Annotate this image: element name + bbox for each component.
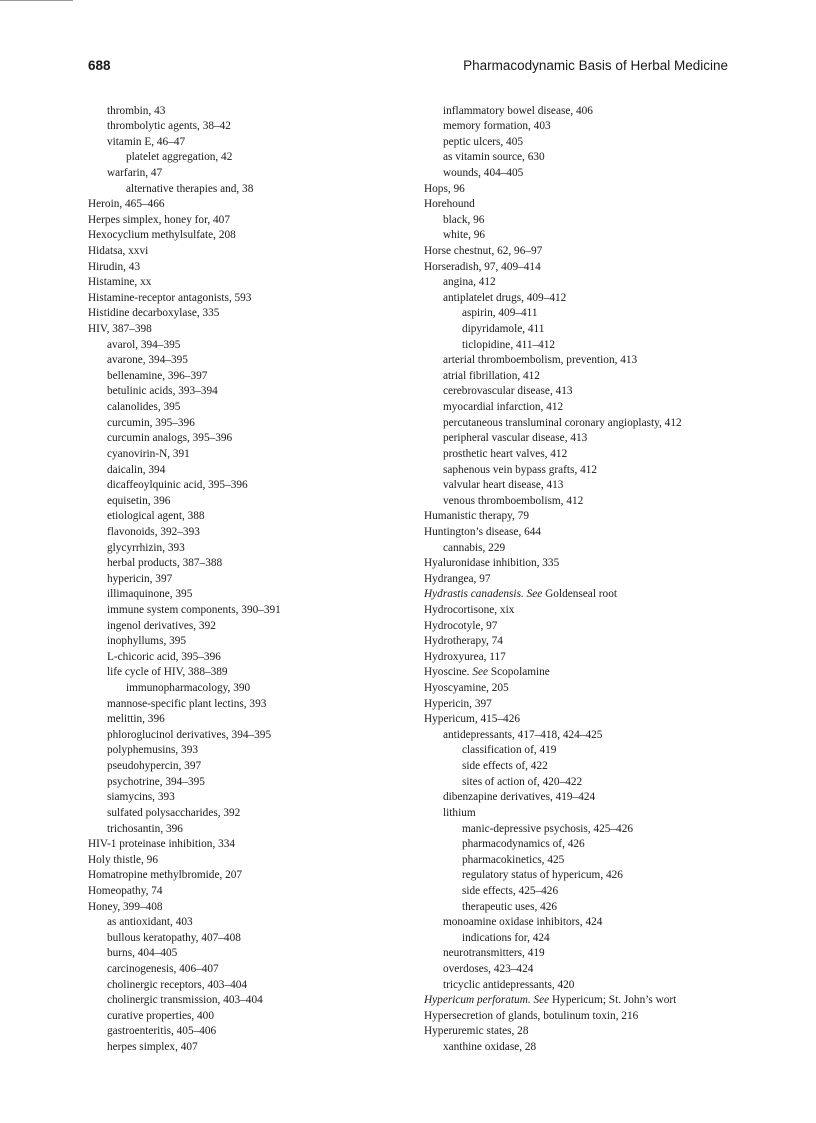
index-entry-text: prosthetic heart valves, 412	[443, 447, 568, 460]
index-entry-text: valvular heart disease, 413	[443, 479, 564, 492]
index-entry	[88, 1009, 408, 1025]
index-entry-text: peripheral vascular disease, 413	[443, 432, 588, 445]
index-entry-text: peptic ulcers, 405	[443, 135, 523, 148]
index-entry-text: Hydrotherapy, 74	[424, 635, 503, 648]
index-entry-text: percutaneous transluminal coronary angioplasty, 412	[443, 416, 682, 429]
index-entry-text: manic-depressive psychosis, 425–426	[462, 822, 633, 835]
index-entry	[88, 728, 408, 744]
index-entry-text: angina, 412	[443, 276, 496, 289]
index-entry	[424, 853, 754, 869]
index-entry	[88, 1024, 408, 1040]
index-entry	[88, 915, 408, 931]
index-entry-text: arterial thromboembolism, prevention, 413	[443, 354, 638, 367]
index-entry	[424, 135, 754, 151]
index-entry	[424, 619, 754, 635]
index-entry	[424, 712, 754, 728]
index-entry	[88, 946, 408, 962]
index-entry	[88, 416, 408, 432]
index-entry	[424, 1024, 754, 1040]
index-entry-text: inophyllums, 395	[107, 635, 187, 648]
index-entry	[88, 213, 408, 229]
index-entry	[424, 431, 754, 447]
index-entry-text: pseudohypercin, 397	[107, 760, 202, 773]
index-entry	[424, 104, 754, 120]
index-entry-text: Goldenseal root	[542, 588, 617, 601]
index-entry	[88, 384, 408, 400]
index-entry-text: burns, 404–405	[107, 947, 178, 960]
index-entry	[88, 197, 408, 213]
index-entry-text: avarol, 394–395	[107, 338, 181, 351]
index-entry	[424, 993, 754, 1009]
index-entry-text: pharmacodynamics of, 426	[462, 838, 585, 851]
index-entry	[424, 931, 754, 947]
index-entry	[424, 775, 754, 791]
index-entry-text: black, 96	[443, 213, 485, 226]
index-entry-italic-text: See	[533, 994, 550, 1007]
index-entry	[88, 525, 408, 541]
index-entry	[88, 900, 408, 916]
index-entry-text: Hyaluronidase inhibition, 335	[424, 557, 560, 570]
index-entry-text: myocardial infarction, 412	[443, 401, 564, 414]
index-entry-text: ticlopidine, 411–412	[462, 338, 556, 351]
index-entry	[88, 509, 408, 525]
index-entry-text: equisetin, 396	[107, 494, 171, 507]
index-entry-text: Homatropine methylbromide, 207	[88, 869, 243, 882]
index-entry	[424, 525, 754, 541]
index-entry	[424, 275, 754, 291]
index-entry	[88, 104, 408, 120]
index-entry	[424, 697, 754, 713]
index-entry	[88, 868, 408, 884]
index-column-right	[424, 104, 754, 1056]
index-entry	[88, 978, 408, 994]
index-entry	[88, 993, 408, 1009]
index-entry	[424, 400, 754, 416]
index-entry	[88, 822, 408, 838]
index-entry-text: Hyoscyamine, 205	[424, 682, 509, 695]
index-entry-text: cholinergic receptors, 403–404	[107, 978, 248, 991]
index-entry-text: memory formation, 403	[443, 120, 551, 133]
index-entry-text: regulatory status of hypericum, 426	[462, 869, 623, 882]
index-entry	[88, 806, 408, 822]
index-entry-italic-text: See	[472, 666, 489, 679]
index-entry	[424, 915, 754, 931]
index-entry-italic-text: See	[526, 588, 543, 601]
index-entry-italic-text: Hydrastis canadensis.	[424, 588, 524, 601]
index-entry	[424, 884, 754, 900]
index-entry-text: bellenamine, 396–397	[107, 369, 208, 382]
index-entry	[424, 978, 754, 994]
index-entry-text: phloroglucinol derivatives, 394–395	[107, 728, 272, 741]
index-entry-text: betulinic acids, 393–394	[107, 385, 218, 398]
index-entry-text: saphenous vein bypass grafts, 412	[443, 463, 598, 476]
index-entry	[88, 962, 408, 978]
index-entry	[424, 822, 754, 838]
index-entry	[424, 868, 754, 884]
index-entry-text: cholinergic transmission, 403–404	[107, 994, 263, 1007]
index-entry-text: Horse chestnut, 62, 96–97	[424, 244, 543, 257]
index-entry-text: thrombin, 43	[107, 104, 166, 117]
index-entry-text: immune system components, 390–391	[107, 604, 281, 616]
index-entry	[88, 853, 408, 869]
index-entry-text: Hydrocortisone, xix	[424, 604, 515, 616]
index-entry-text: flavonoids, 392–393	[107, 525, 200, 538]
index-entry-text: neurotransmitters, 419	[443, 947, 545, 960]
index-entry-text: Hypersecretion of glands, botulinum toxin, 216	[424, 1009, 639, 1022]
index-entry-text: glycyrrhizin, 393	[107, 541, 185, 554]
index-entry-text: calanolides, 395	[107, 401, 181, 414]
index-entry-text: tricyclic antidepressants, 420	[443, 978, 575, 991]
index-entry	[424, 260, 754, 276]
index-entry-text: HIV-1 proteinase inhibition, 334	[88, 838, 236, 851]
index-entry	[424, 946, 754, 962]
index-entry	[88, 150, 408, 166]
index-entry-text: curcumin analogs, 395–396	[107, 432, 233, 445]
index-entry	[88, 1040, 408, 1056]
index-entry	[424, 665, 754, 681]
index-entry	[88, 447, 408, 463]
index-entry-text: warfarin, 47	[107, 166, 163, 179]
index-entry-text: side effects of, 422	[462, 760, 548, 773]
index-entry	[88, 228, 408, 244]
index-entry-text: herpes simplex, 407	[107, 1041, 198, 1054]
index-entry-text: cerebrovascular disease, 413	[443, 385, 573, 398]
index-entry-text: Scopolamine	[488, 666, 550, 679]
index-entry	[424, 790, 754, 806]
index-entry	[424, 650, 754, 666]
index-entry	[424, 572, 754, 588]
index-entry	[88, 166, 408, 182]
index-entry-text: venous thromboembolism, 412	[443, 494, 584, 507]
index-entry-text: Histamine, xx	[88, 276, 152, 289]
index-entry	[88, 603, 408, 619]
index-entry-text: carcinogenesis, 406–407	[107, 963, 219, 976]
index-entry	[424, 244, 754, 260]
index-entry	[424, 962, 754, 978]
index-entry-text: Hypericin, 397	[424, 697, 492, 710]
index-entry	[424, 306, 754, 322]
index-entry-text: thrombolytic agents, 38–42	[107, 120, 231, 133]
index-entry-text: gastroenteritis, 405–406	[107, 1025, 217, 1038]
index-entry-text: Hydroxyurea, 117	[424, 650, 506, 663]
index-entry	[88, 884, 408, 900]
index-entry-text: Hypericum; St. John’s wort	[549, 994, 677, 1007]
index-entry	[424, 322, 754, 338]
index-entry-text: Horseradish, 97, 409–414	[424, 260, 541, 273]
index-entry	[88, 931, 408, 947]
index-entry	[424, 743, 754, 759]
index-entry	[88, 369, 408, 385]
index-entry-text: as vitamin source, 630	[443, 151, 545, 164]
index-entry-text: HIV, 387–398	[88, 323, 152, 336]
index-entry	[424, 384, 754, 400]
index-entry	[88, 182, 408, 198]
index-entry-text: alternative therapies and, 38	[126, 182, 254, 195]
index-entry	[424, 291, 754, 307]
index-entry	[88, 697, 408, 713]
index-entry-text: polyphemusins, 393	[107, 744, 199, 757]
index-entry	[88, 587, 408, 603]
index-entry-text: L-chicoric acid, 395–396	[107, 650, 221, 663]
index-entry	[424, 478, 754, 494]
index-entry-text: Histidine decarboxylase, 335	[88, 307, 220, 320]
index-entry-text: atrial fibrillation, 412	[443, 369, 540, 382]
index-entry	[88, 556, 408, 572]
index-entry	[424, 541, 754, 557]
index-entry	[88, 541, 408, 557]
index-entry-text: lithium	[443, 806, 476, 819]
index-entry	[424, 509, 754, 525]
index-entry	[88, 338, 408, 354]
index-entry	[88, 650, 408, 666]
index-entry-text: illimaquinone, 395	[107, 588, 193, 601]
index-entry	[424, 228, 754, 244]
index-entry-text: Hexocyclium methylsulfate, 208	[88, 229, 236, 242]
index-entry-text: Huntington’s disease, 644	[424, 525, 542, 538]
index-entry	[424, 353, 754, 369]
index-entry-text: Heroin, 465–466	[88, 198, 165, 211]
index-entry-text: mannose-specific plant lectins, 393	[107, 697, 267, 710]
index-entry-text: Holy thistle, 96	[88, 853, 158, 866]
index-entry-text: indications for, 424	[462, 931, 550, 944]
index-entry	[424, 837, 754, 853]
index-entry	[88, 681, 408, 697]
index-column-left	[88, 104, 408, 1056]
index-entry-text: dicaffeoylquinic acid, 395–396	[107, 479, 248, 492]
index-entry	[424, 759, 754, 775]
index-entry	[424, 806, 754, 822]
index-entry	[424, 463, 754, 479]
index-entry	[88, 275, 408, 291]
index-entry	[424, 494, 754, 510]
index-entry	[88, 665, 408, 681]
index-entry-text: overdoses, 423–424	[443, 963, 534, 976]
index-entry	[88, 260, 408, 276]
index-entry	[88, 322, 408, 338]
index-entry	[424, 634, 754, 650]
index-entry	[88, 306, 408, 322]
index-entry-text: curcumin, 395–396	[107, 416, 195, 429]
index-entry-text: sulfated polysaccharides, 392	[107, 806, 241, 819]
index-entry	[88, 572, 408, 588]
index-entry-text: bullous keratopathy, 407–408	[107, 931, 241, 944]
index-entry-text: avarone, 394–395	[107, 354, 188, 367]
index-entry-text: life cycle of HIV, 388–389	[107, 666, 228, 679]
index-entry	[424, 1040, 754, 1056]
index-entry-text: curative properties, 400	[107, 1009, 214, 1022]
index-entry-text: Hyoscine.	[424, 666, 473, 679]
index-entry-text: herbal products, 387–388	[107, 557, 223, 570]
index-entry-text: psychotrine, 394–395	[107, 775, 205, 788]
index-entry-text: inflammatory bowel disease, 406	[443, 104, 593, 117]
index-entry-text: antidepressants, 417–418, 424–425	[443, 728, 603, 741]
index-entry	[424, 556, 754, 572]
index-entry	[424, 900, 754, 916]
index-entry	[88, 712, 408, 728]
index-entry-text: trichosantin, 396	[107, 822, 183, 835]
index-entry-text: antiplatelet drugs, 409–412	[443, 291, 567, 304]
index-entry-text: Herpes simplex, honey for, 407	[88, 213, 230, 226]
index-entry-text: pharmacokinetics, 425	[462, 853, 565, 866]
index-entry-italic-text: Hypericum perforatum.	[424, 994, 531, 1007]
index-entry-text: Hirudin, 43	[88, 260, 141, 273]
index-entry-text: dipyridamole, 411	[462, 323, 545, 336]
index-entry-text: cyanovirin-N, 391	[107, 447, 190, 460]
index-entry-text: Honey, 399–408	[88, 900, 163, 913]
index-entry-text: white, 96	[443, 229, 486, 242]
index-entry	[88, 135, 408, 151]
index-entry	[424, 728, 754, 744]
index-entry-text: side effects, 425–426	[462, 884, 559, 897]
running-title: Pharmacodynamic Basis of Herbal Medicine	[463, 58, 728, 73]
index-entry-text: platelet aggregation, 42	[126, 151, 233, 164]
index-entry	[88, 837, 408, 853]
index-entry	[424, 338, 754, 354]
index-entry	[424, 447, 754, 463]
index-entry	[88, 244, 408, 260]
index-entry-text: sites of action of, 420–422	[462, 775, 583, 788]
index-entry	[424, 166, 754, 182]
index-entry	[88, 119, 408, 135]
index-entry	[424, 197, 754, 213]
index-entry-text: dibenzapine derivatives, 419–424	[443, 791, 596, 804]
page-number: 688	[88, 58, 111, 73]
index-entry-text: daicalin, 394	[107, 463, 166, 476]
index-entry-text: monoamine oxidase inhibitors, 424	[443, 916, 603, 929]
index-entry	[424, 150, 754, 166]
index-entry-text: vitamin E, 46–47	[107, 135, 186, 148]
index-entry	[424, 603, 754, 619]
index-entry-text: Hypericum, 415–426	[424, 713, 521, 726]
index-entry-text: Homeopathy, 74	[88, 884, 163, 897]
index-entry	[424, 213, 754, 229]
index-entry	[424, 182, 754, 198]
index-entry-text: Hidatsa, xxvi	[88, 244, 149, 257]
index-entry	[88, 431, 408, 447]
index-entry	[88, 353, 408, 369]
index-entry	[88, 291, 408, 307]
index-entry-text: therapeutic uses, 426	[462, 900, 558, 913]
index-entry-text: wounds, 404–405	[443, 166, 524, 179]
index-entry	[424, 369, 754, 385]
index-entry	[424, 416, 754, 432]
index-entry-text: immunopharmacology, 390	[126, 682, 251, 695]
index-entry-text: xanthine oxidase, 28	[443, 1041, 537, 1054]
index-entry	[88, 619, 408, 635]
index-entry-text: Histamine-receptor antagonists, 593	[88, 291, 252, 304]
index-entry-text: ingenol derivatives, 392	[107, 619, 216, 632]
index-entry-text: as antioxidant, 403	[107, 916, 193, 929]
index-entry-text: melittin, 396	[107, 713, 165, 726]
index-entry-text: classification of, 419	[462, 744, 557, 757]
index-entry	[88, 743, 408, 759]
index-entry	[88, 478, 408, 494]
top-rule	[0, 0, 73, 1]
index-entry	[424, 681, 754, 697]
index-entry	[424, 1009, 754, 1025]
index-entry-text: Hydrocotyle, 97	[424, 619, 498, 632]
index-entry-text: Hydrangea, 97	[424, 572, 491, 585]
index-entry-text: Hyperuremic states, 28	[424, 1025, 529, 1038]
index-entry-text: hypericin, 397	[107, 572, 173, 585]
index-entry-text: Humanistic therapy, 79	[424, 510, 529, 523]
index-entry	[88, 494, 408, 510]
index-entry	[88, 759, 408, 775]
index-entry-text: siamycins, 393	[107, 791, 175, 804]
index-entry-text: aspirin, 409–411	[462, 307, 538, 320]
index-entry-text: Hops, 96	[424, 182, 465, 195]
index-entry-text: cannabis, 229	[443, 541, 506, 554]
index-entry-text: Horehound	[424, 198, 475, 211]
index-entry	[424, 587, 754, 603]
index-entry	[424, 119, 754, 135]
index-entry-text: etiological agent, 388	[107, 510, 205, 523]
index-entry	[88, 634, 408, 650]
index-entry	[88, 400, 408, 416]
index-entry	[88, 463, 408, 479]
index-entry	[88, 790, 408, 806]
index-entry	[88, 775, 408, 791]
